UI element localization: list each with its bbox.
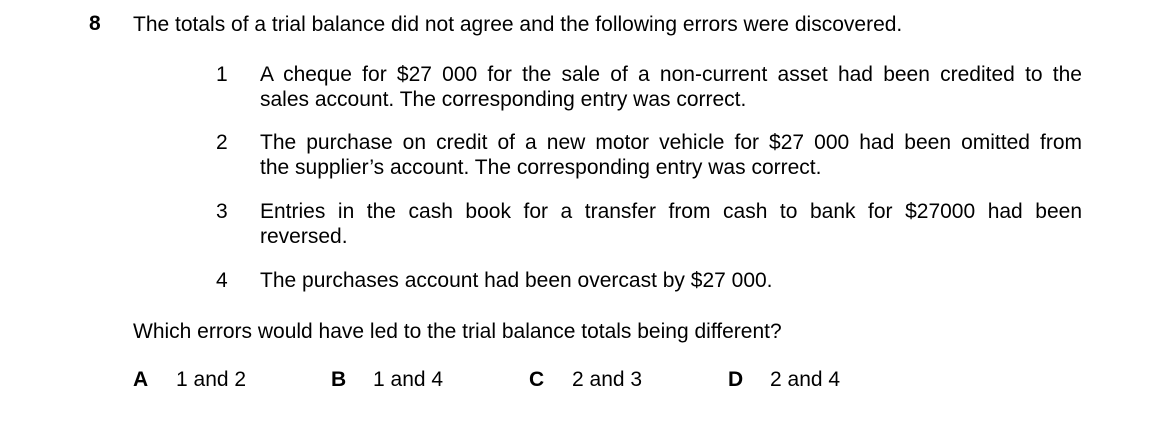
error-item-line: A cheque for $27 000 for the sale of a non-current asset had been credited to the bbox=[260, 63, 1082, 86]
question-number: 8 bbox=[89, 12, 101, 35]
error-item-text bbox=[260, 268, 1082, 293]
error-item-text bbox=[260, 130, 1082, 180]
question-prompt: Which errors would have led to the trial balance totals being different? bbox=[133, 320, 782, 343]
error-item-number: 1 bbox=[216, 63, 228, 86]
error-item-line: reversed. bbox=[260, 225, 348, 248]
error-item-number: 4 bbox=[216, 269, 228, 292]
error-item-text bbox=[260, 62, 1082, 112]
option-key: C bbox=[529, 368, 545, 391]
error-item-line: The purchase on credit of a new motor vehicle for $27 000 had been omitted from bbox=[260, 131, 1082, 154]
error-item-line: The purchases account had been overcast by $27 000. bbox=[260, 269, 773, 292]
error-item-text bbox=[260, 199, 1082, 249]
option-text: 2 and 3 bbox=[572, 368, 643, 391]
option-text: 1 and 4 bbox=[373, 368, 444, 391]
error-item-number: 2 bbox=[216, 131, 228, 154]
error-item-line: Entries in the cash book for a transfer from cash to bank for $27000 had been bbox=[260, 200, 1082, 223]
option-text: 2 and 4 bbox=[770, 368, 841, 391]
option-key: A bbox=[133, 368, 149, 391]
option-key: B bbox=[331, 368, 347, 391]
option-text: 1 and 2 bbox=[176, 368, 247, 391]
error-item-number: 3 bbox=[216, 200, 228, 223]
error-item-line: the supplier’s account. The corresponding entry was correct. bbox=[260, 156, 822, 179]
error-item-line: sales account. The corresponding entry was correct. bbox=[260, 88, 747, 111]
option-key: D bbox=[728, 368, 744, 391]
question-stem: The totals of a trial balance did not agree and the following errors were discovered. bbox=[133, 13, 903, 36]
